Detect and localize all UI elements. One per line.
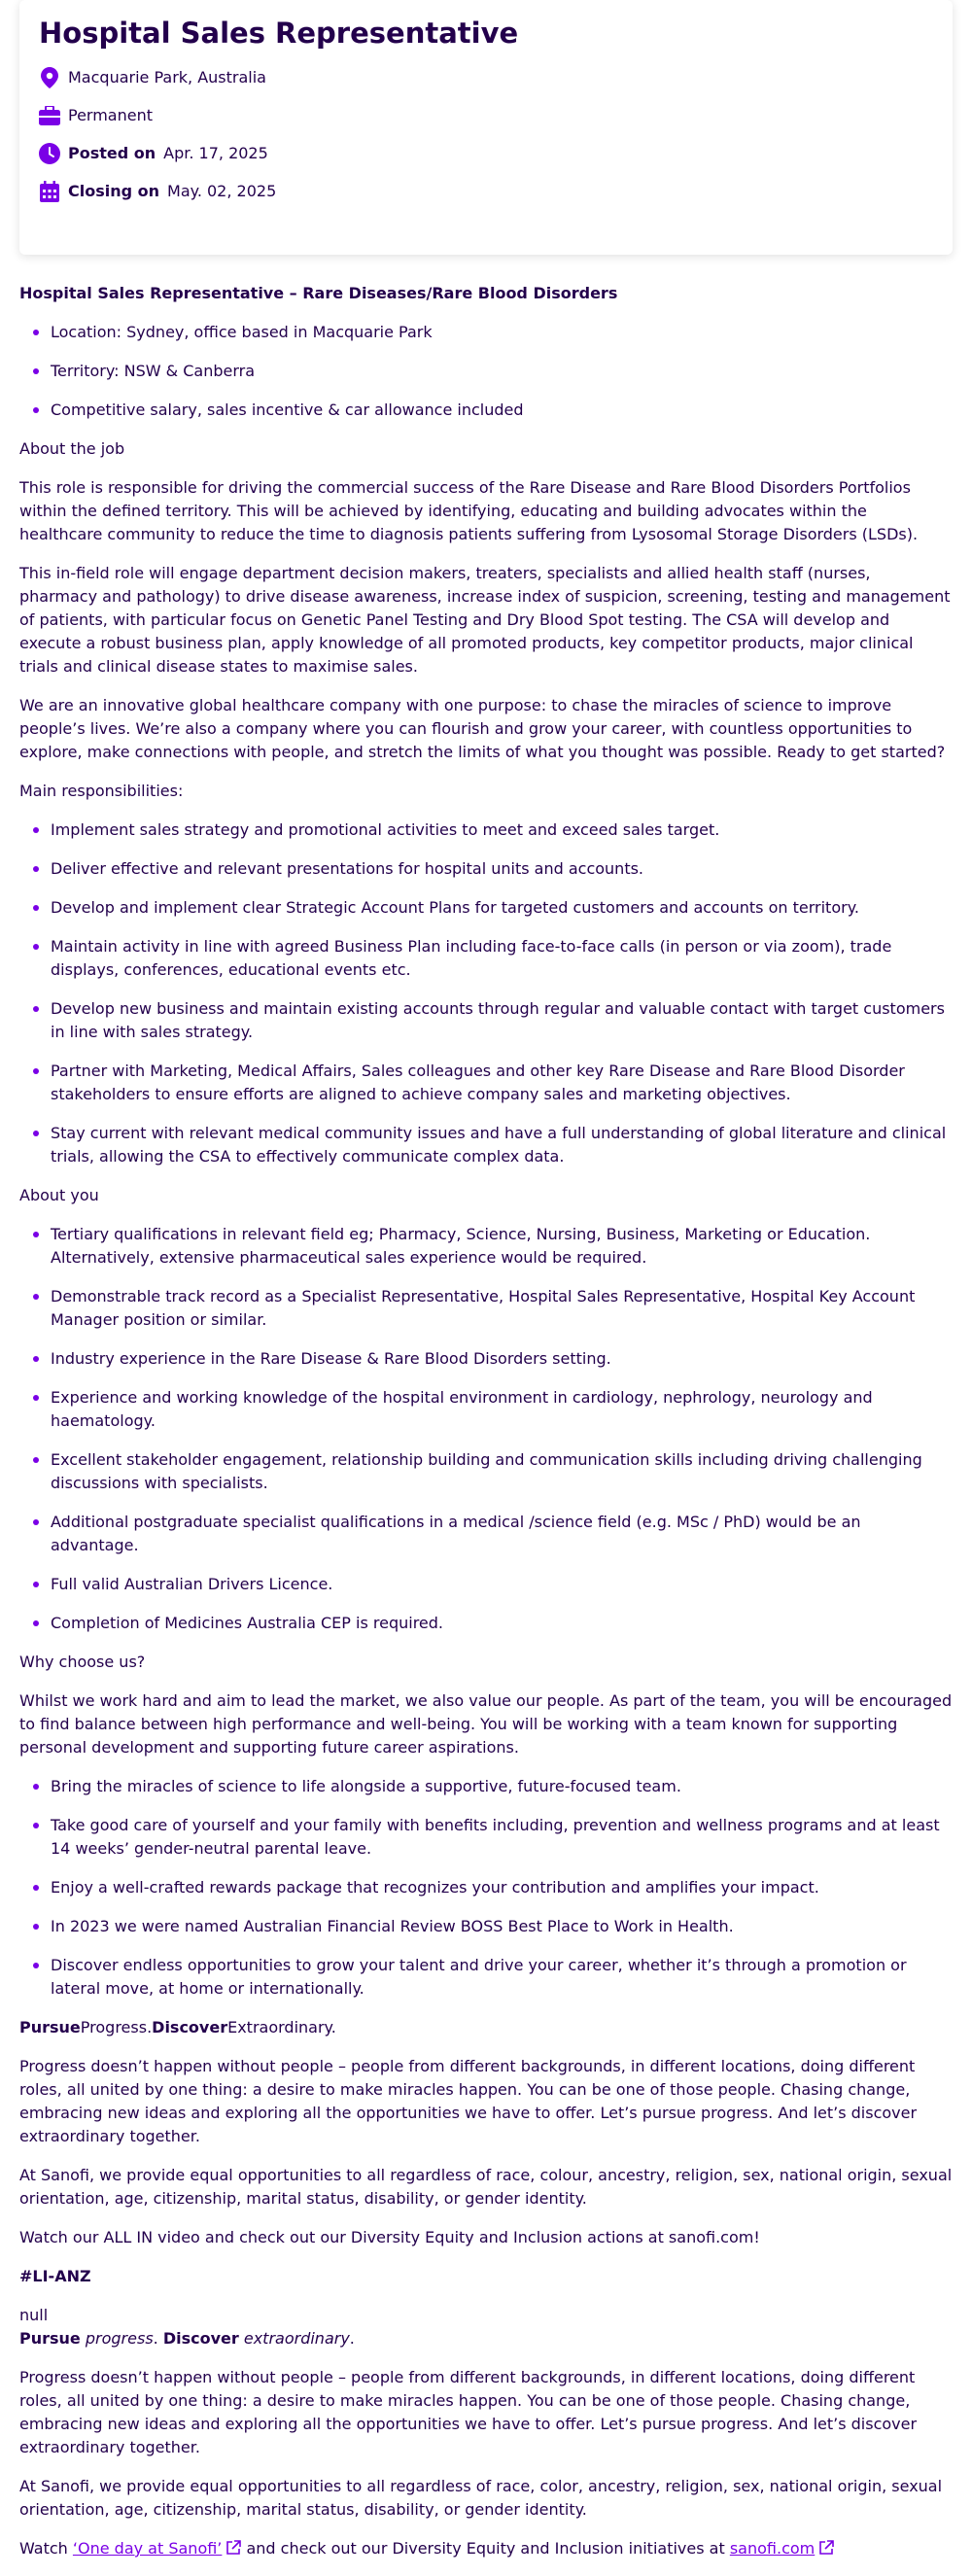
list-item: Partner with Marketing, Medical Affairs, Sales colleagues and other key Rare Disease and Rare Blood Disorder stakeholders to ensure efforts are aligned to achieve company sales and marketing objectives. [19,1060,953,1106]
list-item: Implement sales strategy and promotional activities to meet and exceed sales target. [19,818,953,842]
about-job-paragraph: This in-field role will engage department decision makers, treaters, specialists and allied health staff (nurses, pharmacy and pathology) to drive disease awareness, increase index of suspicion, screening, testing and management of patients, with particular focus on Genetic Panel Testing and Dry Blood Spot testing. The CSA will develop and execute a robust business plan, apply knowledge of all promoted products, key competitor products, major clinical trials and clinical disease states to maximise sales. [19,564,951,676]
intro-list [19,321,953,422]
job-title: Hospital Sales Representative [39,17,519,50]
posted-label: Posted on [68,144,156,162]
sanofi-com-link[interactable]: sanofi.com [729,2539,816,2558]
job-header-card [19,0,953,255]
about-job-paragraph: We are an innovative global healthcare company with one purpose: to chase the miracles of science to improve people’s lives. We’re also a company where you can flourish and grow your career, with countless opportunities to explore, make connections with people, and stretch the limits of what you thought was possible. Ready to get started? [19,696,946,761]
location-pin-icon [39,67,60,88]
slogan-line-2 [19,2327,953,2350]
list-item: Discover endless opportunities to grow your talent and drive your career, whether it’s through a promotion or lateral move, at home or internationally. [19,1954,953,2001]
hashtag: #LI-ANZ [19,2267,91,2285]
briefcase-icon [39,105,60,126]
list-item: Additional postgraduate specialist qualifications in a medical /science field (e.g. MSc / PhD) would be an advantage. [19,1511,953,1557]
list-item: Experience and working knowledge of the hospital environment in cardiology, nephrology, neurology and haematology. [19,1386,953,1433]
closing-label: Closing on [68,182,160,200]
list-item: Tertiary qualifications in relevant field eg; Pharmacy, Science, Nursing, Business, Marketing or Education. Alternatively, extensive pharmaceutical sales experience would be required. [19,1223,953,1270]
slogan-separator: . [153,2329,163,2348]
list-item: In 2023 we were named Australian Financial Review BOSS Best Place to Work in Health. [19,1915,953,1938]
closing-row [39,180,276,203]
list-item: Deliver effective and relevant presentations for hospital units and accounts. [19,857,953,881]
list-item: Maintain activity in line with agreed Business Plan including face-to-face calls (in person or via zoom), trade displays, conferences, educational events etc. [19,935,953,982]
list-item: Demonstrable track record as a Specialist Representative, Hospital Sales Representative, Hospital Key Account Manager position or similar. [19,1285,953,1332]
slogan-discover: Discover [152,2018,228,2036]
employment-type-text: Permanent [68,106,154,124]
list-item: Completion of Medicines Australia CEP is required. [19,1612,953,1635]
progress-paragraph: Progress doesn’t happen without people – people from different backgrounds, in different locations, doing different roles, all united by one thing: a desire to make miracles happen. You can be one of those people. Chasing change, embracing new ideas and exploring all the opportunities we have to offer. Let’s pursue progress. And let’s discover extraordinary together. [19,2057,918,2145]
slogan-line [19,2016,953,2039]
why-heading: Why choose us? [19,1653,146,1671]
list-item: Take good care of yourself and your family with benefits including, prevention and wellness programs and at least 14 weeks’ gender-neutral parental leave. [19,1814,953,1861]
equal-opportunity-paragraph: At Sanofi, we provide equal opportunities to all regardless of race, colour, ancestry, religion, sex, national origin, sexual orientation, age, citizenship, marital status, disability, or gender identity. [19,2166,953,2208]
list-item: Develop new business and maintain existing accounts through regular and valuable contact with target customers in line with sales strategy. [19,997,953,1044]
slogan-extraordinary: Extraordinary. [227,2018,336,2036]
posted-date: Apr. 17, 2025 [163,144,268,162]
responsibilities-list [19,818,953,1168]
list-item: Excellent stakeholder engagement, relationship building and communication skills including driving challenging discussions with specialists. [19,1448,953,1495]
watch-paragraph: Watch our ALL IN video and check out our Diversity Equity and Inclusion actions at sanofi.com! [19,2228,760,2246]
slogan-progress: progress [85,2329,154,2348]
job-description [19,282,953,2576]
location-row [39,66,266,89]
slogan-pursue: Pursue [19,2018,81,2036]
list-item: Territory: NSW & Canberra [19,360,953,383]
slogan-pursue: Pursue [19,2329,81,2348]
list-item: Full valid Australian Drivers Licence. [19,1573,953,1596]
about-you-heading: About you [19,1186,99,1204]
clock-icon [39,143,60,164]
list-item: Industry experience in the Rare Disease & Rare Blood Disorders setting. [19,1347,953,1371]
why-paragraph: Whilst we work hard and aim to lead the market, we also value our people. As part of the team, you will be encouraged to find balance between high performance and well-being. You will be working with a team known for supporting personal development and supporting future career aspirations. [19,1691,953,1757]
list-item: Enjoy a well-crafted rewards package that recognizes your contribution and amplifies your impact. [19,1876,953,1899]
watch-paragraph-links [19,2537,953,2560]
about-job-paragraph: This role is responsible for driving the commercial success of the Rare Disease and Rare Blood Disorders Portfolios within the defined territory. This will be achieved by identifying, educating and building advocates within the healthcare community to reduce the time to diagnosis patients suffering from Lysosomal Storage Disorders (LSDs). [19,478,919,543]
progress-paragraph: Progress doesn’t happen without people – people from different backgrounds, in different locations, doing different roles, all united by one thing: a desire to make miracles happen. You can be one of those people. Chasing change, embracing new ideas and exploring all the opportunities we have to offer. Let’s pursue progress. And let’s discover extraordinary together. [19,2368,918,2456]
list-item: Develop and implement clear Strategic Account Plans for targeted customers and accounts on territory. [19,896,953,920]
why-list [19,1775,953,2001]
equal-opportunity-paragraph: At Sanofi, we provide equal opportunities to all regardless of race, color, ancestry, religion, sex, national origin, sexual orientation, age, citizenship, marital status, disability, or gender identity. [19,2477,943,2519]
calendar-icon [39,181,60,202]
about-job-heading: About the job [19,439,125,458]
posted-row [39,142,268,165]
external-link-icon[interactable] [818,2539,834,2555]
closing-date: May. 02, 2025 [167,182,277,200]
description-heading: Hospital Sales Representative – Rare Diseases/Rare Blood Disorders [19,284,618,302]
about-you-list [19,1223,953,1635]
one-day-at-sanofi-link[interactable]: ‘One day at Sanofi’ [72,2539,223,2558]
slogan-discover: Discover [162,2329,239,2348]
slogan-end: . [349,2329,355,2348]
responsibilities-heading: Main responsibilities: [19,782,184,800]
list-item: Stay current with relevant medical community issues and have a full understanding of global literature and clinical trials, allowing the CSA to effectively communicate complex data. [19,1122,953,1168]
watch-prefix: Watch [19,2539,73,2558]
list-item: Location: Sydney, office based in Macquarie Park [19,321,953,344]
list-item: Competitive salary, sales incentive & car allowance included [19,399,953,422]
employment-type-row [39,104,153,127]
slogan-extraordinary: extraordinary [243,2329,350,2348]
location-text: Macquarie Park, Australia [68,68,266,87]
list-item: Bring the miracles of science to life alongside a supportive, future-focused team. [19,1775,953,1798]
watch-middle: and check out our Diversity Equity and Inclusion initiatives at [241,2539,730,2558]
null-text: null [19,2306,49,2324]
external-link-icon[interactable] [226,2539,241,2555]
slogan-progress: Progress. [80,2018,153,2036]
